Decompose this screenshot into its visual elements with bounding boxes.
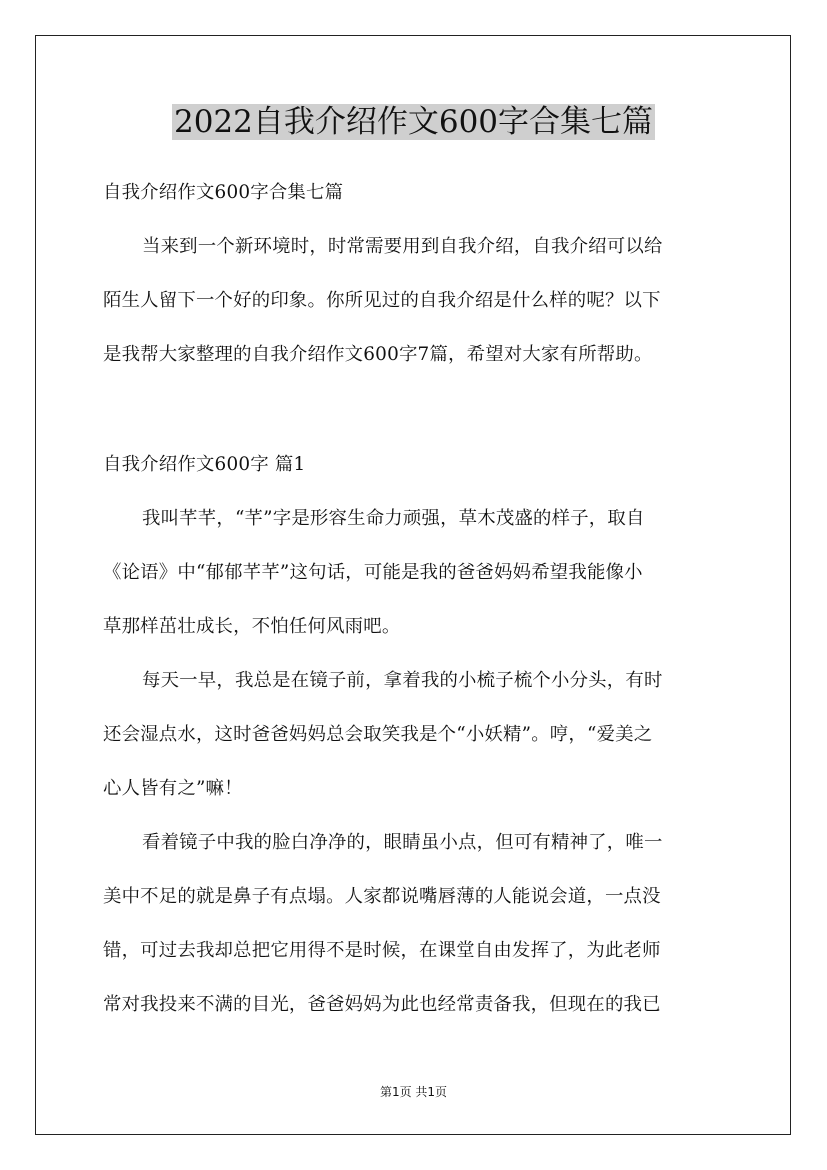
body-line-9: 错，可过去我却总把它用得不是时候，在课堂自由发挥了，为此老师 — [103, 940, 661, 961]
intro-line-1: 当来到一个新环境时，时常需要用到自我介绍，自我介绍可以给 — [142, 236, 663, 257]
body-line-5: 还会湿点水，这时爸爸妈妈总会取笑我是个“小妖精”。哼，“爱美之 — [103, 724, 653, 745]
intro-line-2: 陌生人留下一个好的印象。你所见过的自我介绍是什么样的呢？以下 — [103, 290, 661, 311]
body-line-3: 草那样茁壮成长，不怕任何风雨吧。 — [103, 616, 401, 637]
body-line-7: 看着镜子中我的脸白净净的，眼睛虽小点，但可有精神了，唯一 — [142, 832, 663, 853]
body-line-8: 美中不足的就是鼻子有点塌。人家都说嘴唇薄的人能说会道，一点没 — [103, 886, 661, 907]
body-line-4: 每天一早，我总是在镜子前，拿着我的小梳子梳个小分头，有时 — [142, 670, 663, 691]
page-number: 第1页 共1页 — [379, 1085, 448, 1099]
section-heading: 自我介绍作文600字 篇1 — [103, 454, 306, 475]
document-title: 2022自我介绍作文600字合集七篇 — [173, 104, 654, 140]
body-line-1: 我叫芊芊，“芊”字是形容生命力顽强，草木茂盛的样子，取自 — [142, 508, 645, 529]
intro-line-3: 是我帮大家整理的自我介绍作文600字7篇，希望对大家有所帮助。 — [103, 344, 653, 365]
body-line-6: 心人皆有之”嘛！ — [103, 778, 243, 799]
body-line-10: 常对我投来不满的目光，爸爸妈妈为此也经常责备我，但现在的我已 — [103, 994, 661, 1015]
document-subtitle: 自我介绍作文600字合集七篇 — [103, 182, 344, 203]
body-line-2: 《论语》中“郁郁芊芊”这句话，可能是我的爸爸妈妈希望我能像小 — [103, 562, 643, 583]
